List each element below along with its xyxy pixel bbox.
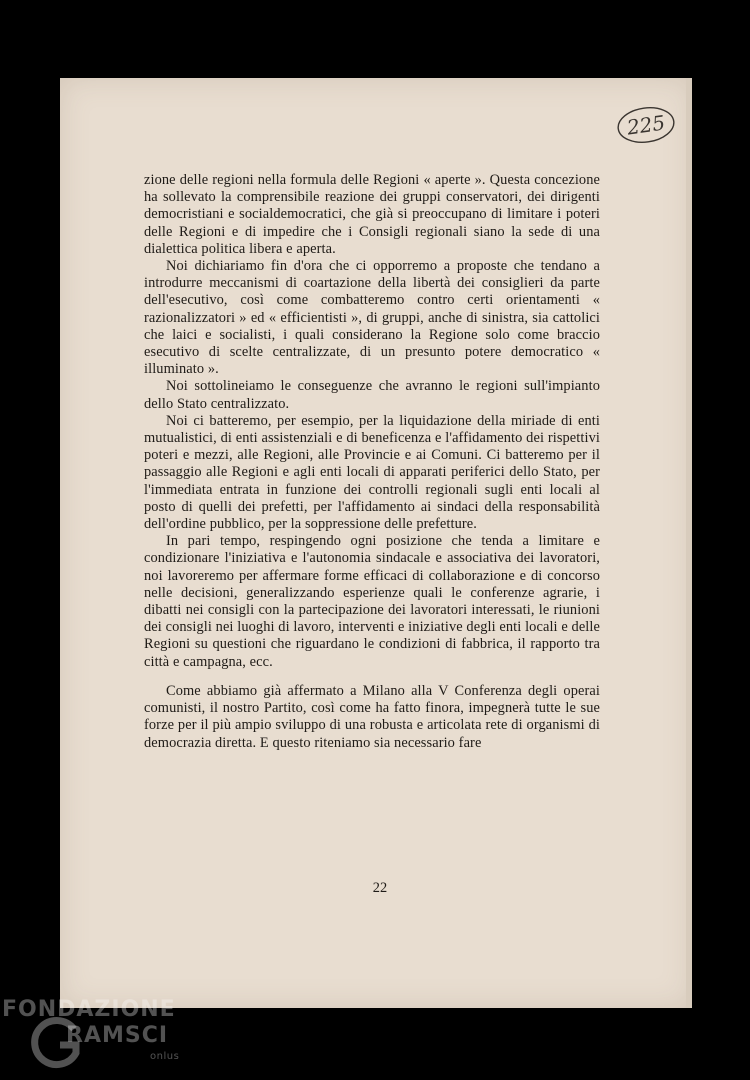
watermark-line-1: FONDAZIONE <box>2 997 176 1022</box>
annotation-number: 225 <box>625 110 667 140</box>
paragraph: Come abbiamo già affermato a Milano alla V Conferenza degli operai comunisti, il nostro Partito, così come ha fatto finora, impegnerà tutte le sue forze per il più ampio sviluppo di una robusta e articolata rete di organismi di democrazia diretta. E questo riteniamo sia necessario fare <box>144 682 600 751</box>
watermark-logo <box>2 995 202 1077</box>
circled-number-icon <box>612 100 679 150</box>
watermark-line-3: onlus <box>150 1051 180 1062</box>
page-edge <box>686 78 692 1008</box>
paragraph: Noi ci batteremo, per esempio, per la liquidazione della miriade di enti mutualistici, di enti assistenziali e di beneficenza e l'affidamento dei rispettivi poteri e mezzi, alle Regioni, alle Provincie e ai Comuni. Ci batteremo per il passaggio alle Regioni e agli enti locali di apparati periferici dello Stato, per l'immediata entrata in funzione dei controlli regionali sugli enti locali al posto di quelli dei prefetti, per l'affidamento ai sindaci della responsabilità dell'ordine pubblico, per la soppressione delle prefetture. <box>144 412 600 533</box>
handwritten-page-annotation <box>612 100 679 150</box>
paragraph: In pari tempo, respingendo ogni posizione che tenda a limitare e condizionare l'iniziativa e l'autonomia sindacale e associativa dei lavoratori, noi lavoreremo per affermare forme efficaci di collaborazione e di concorso nelle decisioni, generalizzando esperienze quali le conferenze agrarie, i dibatti nei consigli con la partecipazione dei lavoratori interessati, le riunioni dei consigli nei luoghi di lavoro, interventi e iniziative degli enti locali e delle Regioni su questioni che riguardano le condizioni di fabbrica, il rapporto tra città e campagna, ecc. <box>144 533 600 670</box>
page-number: 22 <box>372 880 388 896</box>
paragraph: zione delle regioni nella formula delle Regioni « aperte ». Questa concezione ha sollevato la comprensibile reazione dei gruppi conservatori, dei dirigenti democristiani e socialdemocratici, che già si preoccupano di limitare i poteri delle Regioni e di impedire che i Consigli regionali siano la sede di una dialettica politica libera e aperta. <box>144 172 600 257</box>
paragraph: Noi sottolineiamo le conseguenze che avranno le regioni sull'impianto dello Stato centralizzato. <box>144 378 600 412</box>
watermark-line-2: RAMSCI <box>66 1023 169 1048</box>
body-text <box>144 172 600 752</box>
paragraph: Noi dichiariamo fin d'ora che ci opporremo a proposte che tendano a introdurre meccanismi di coartazione della libertà dei consiglieri da parte dell'esecutivo, così come combatteremo contro certi orientamenti « razionalizzatori » ed « efficientisti », di gruppi, anche di sinistra, sia cattolici che laici e socialisti, i quali considerano la Regione solo come braccio esecutivo di scelte centralizzate, di un presunto potere democratico « illuminato ». <box>144 258 600 378</box>
